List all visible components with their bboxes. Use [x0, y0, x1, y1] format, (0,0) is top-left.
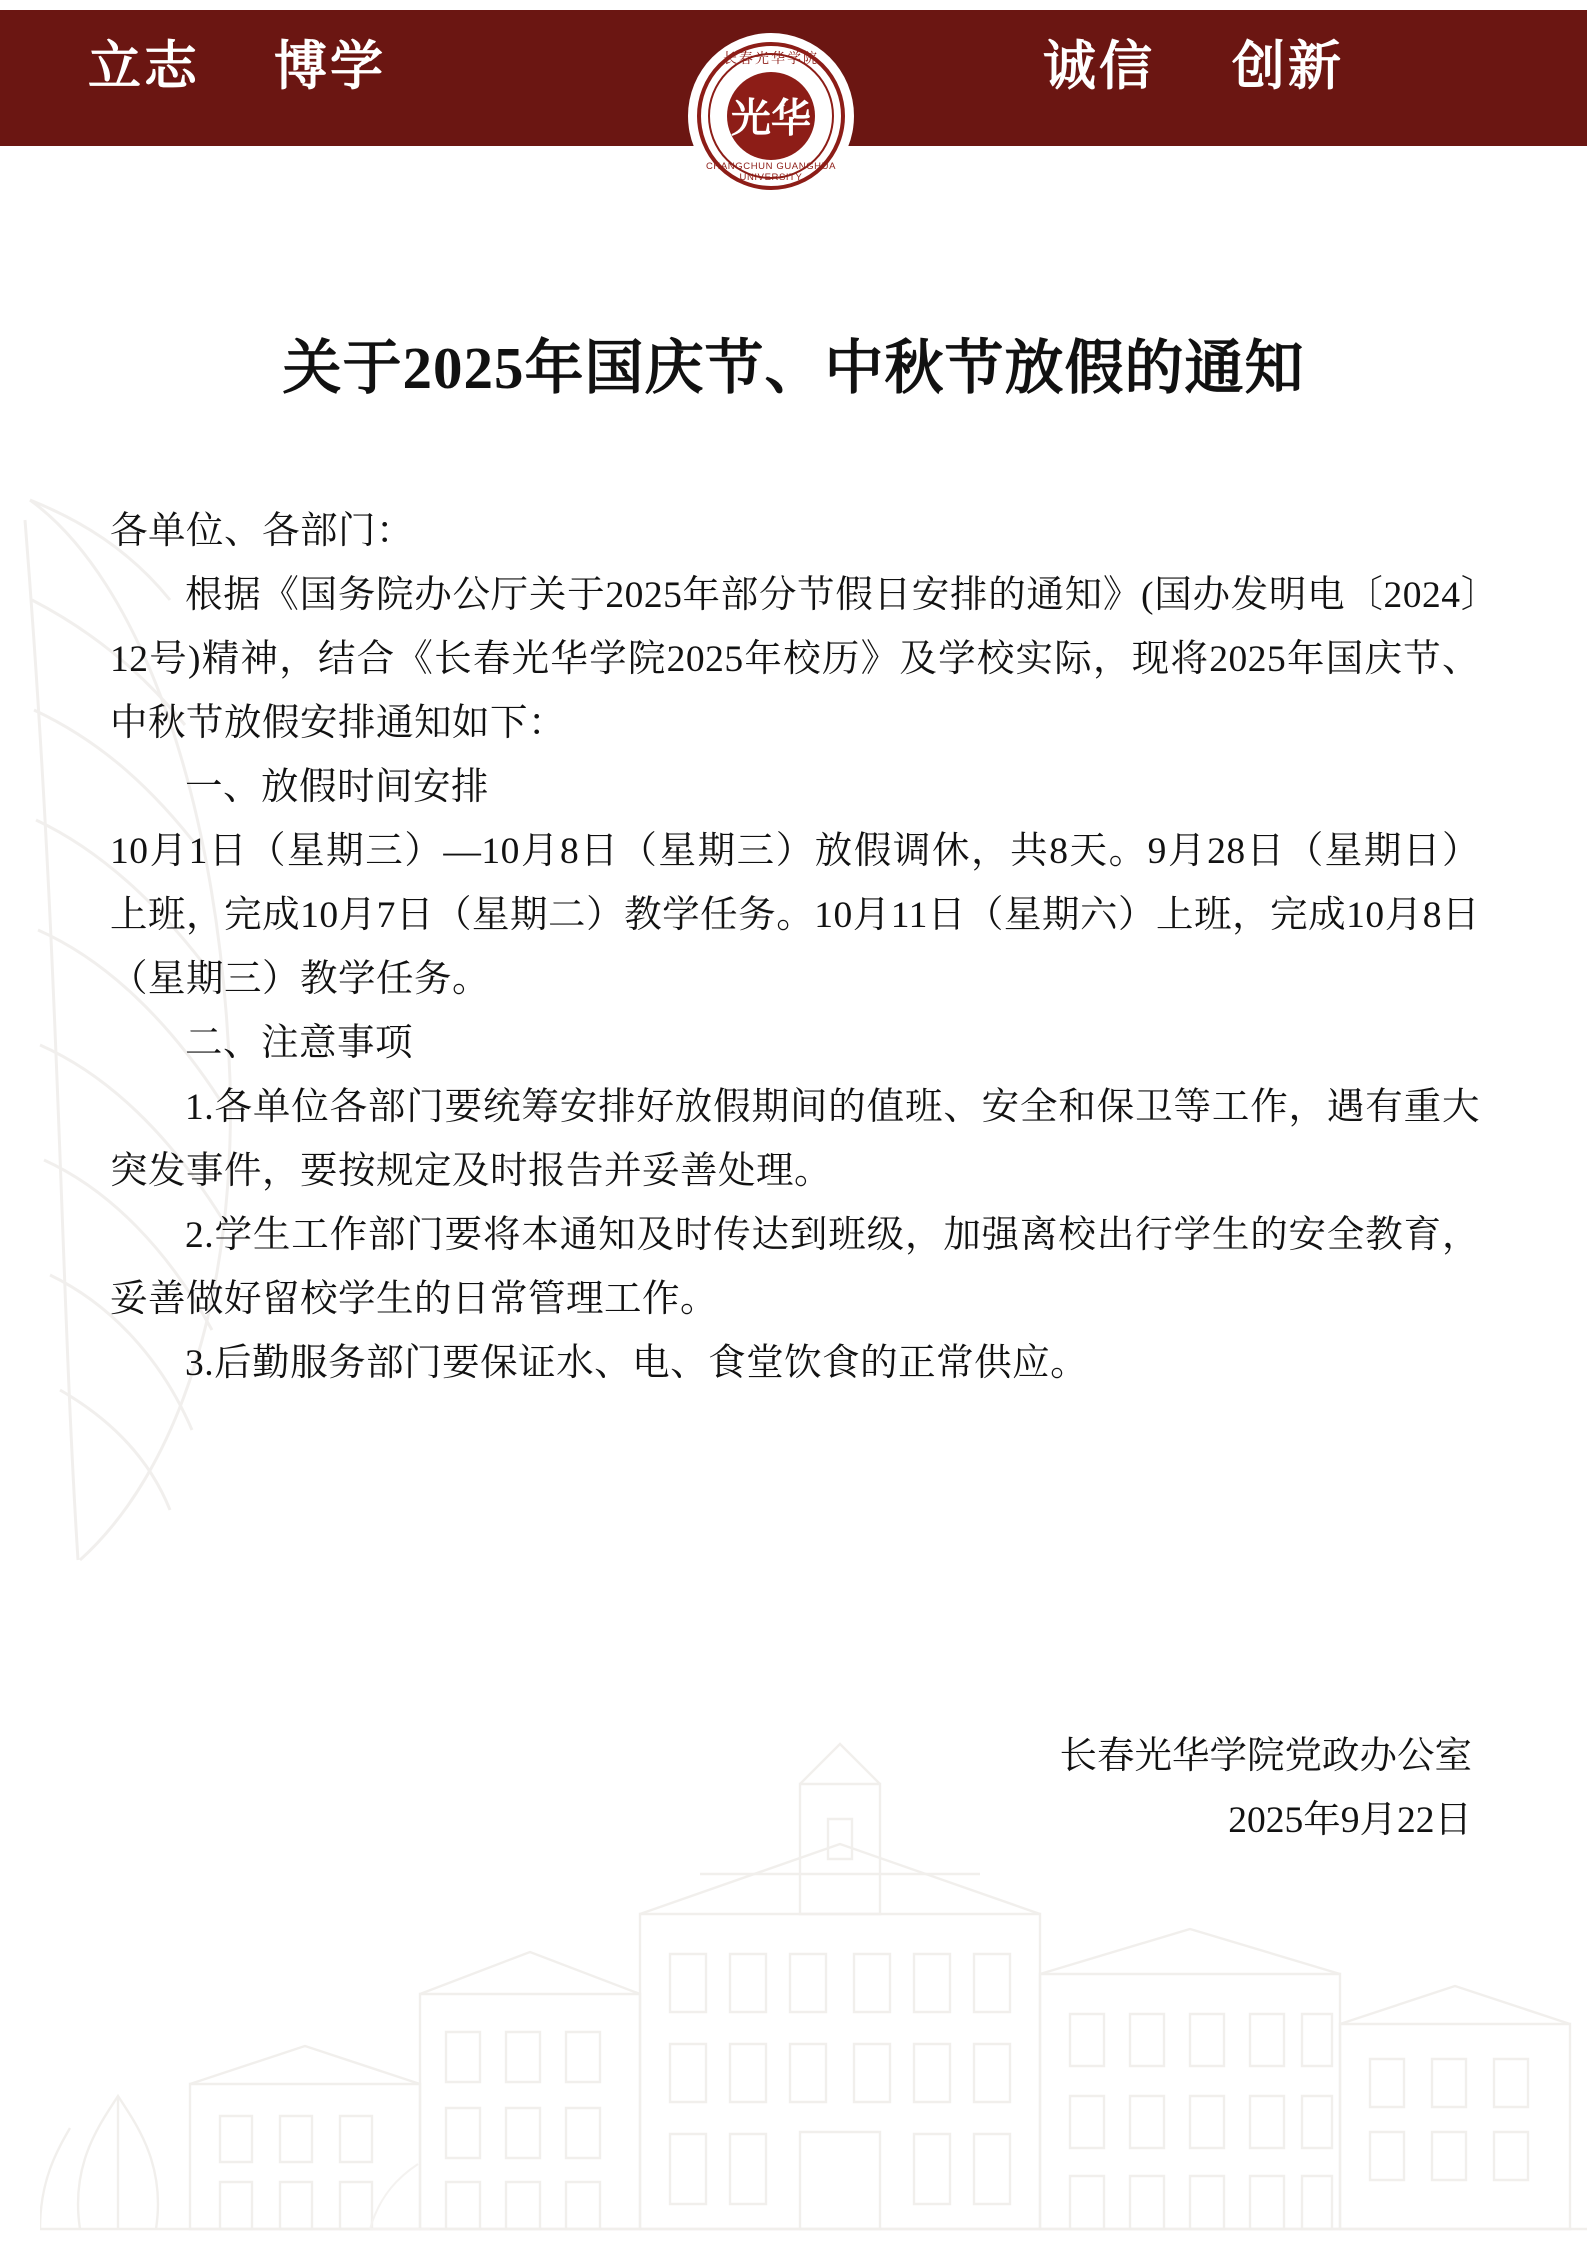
section-heading-1: 一、放假时间安排	[185, 767, 489, 808]
motto-chengxin: 诚信	[1043, 37, 1155, 96]
crest-chinese-name: 长春光华学院	[723, 50, 819, 66]
document-body	[110, 500, 1480, 1396]
paragraph-basis: 根据《国务院办公厅关于2025年部分节假日安排的通知》(国办发明电〔2024〕12号)精神，结合《长春光华学院2025年校历》及学校实际，现将2025年国庆节、中秋节放假安排通知如下：	[110, 575, 1480, 744]
motto-lizhi: 立志	[88, 37, 200, 96]
issue-date: 2025年9月22日	[1228, 1800, 1472, 1841]
motto-boxue: 博学	[274, 37, 386, 96]
paragraph-schedule: 10月1日（星期三）—10月8日（星期三）放假调休，共8天。9月28日（星期日）上班，完成10月7日（星期二）教学任务。10月11日（星期六）上班，完成10月8日（星期三）教学任务。	[110, 831, 1480, 1000]
issuing-office: 长春光华学院党政办公室	[1059, 1736, 1472, 1777]
paragraph-note-1: 1.各单位各部门要统筹安排好放假期间的值班、安全和保卫等工作，遇有重大突发事件，要按规定及时报告并妥善处理。	[110, 1087, 1480, 1192]
section-heading-2: 二、注意事项	[185, 1023, 413, 1064]
page-title: 关于2025年国庆节、中秋节放假的通知	[282, 335, 1305, 401]
motto-chuangxin: 创新	[1232, 37, 1344, 96]
university-crest-icon	[691, 36, 851, 196]
crest-english-name: CHANGCHUN GUANGHUA UNIVERSITY	[705, 161, 837, 183]
crest-symbol: 光华	[731, 96, 811, 141]
salutation: 各单位、各部门：	[110, 511, 414, 552]
signature-block	[110, 1725, 1480, 1853]
paragraph-note-3: 3.后勤服务部门要保证水、电、食堂饮食的正常供应。	[185, 1343, 1089, 1384]
paragraph-note-2: 2.学生工作部门要将本通知及时传达到班级，加强离校出行学生的安全教育，妥善做好留校学生的日常管理工作。	[110, 1215, 1480, 1320]
crest-center-disc	[727, 72, 815, 160]
